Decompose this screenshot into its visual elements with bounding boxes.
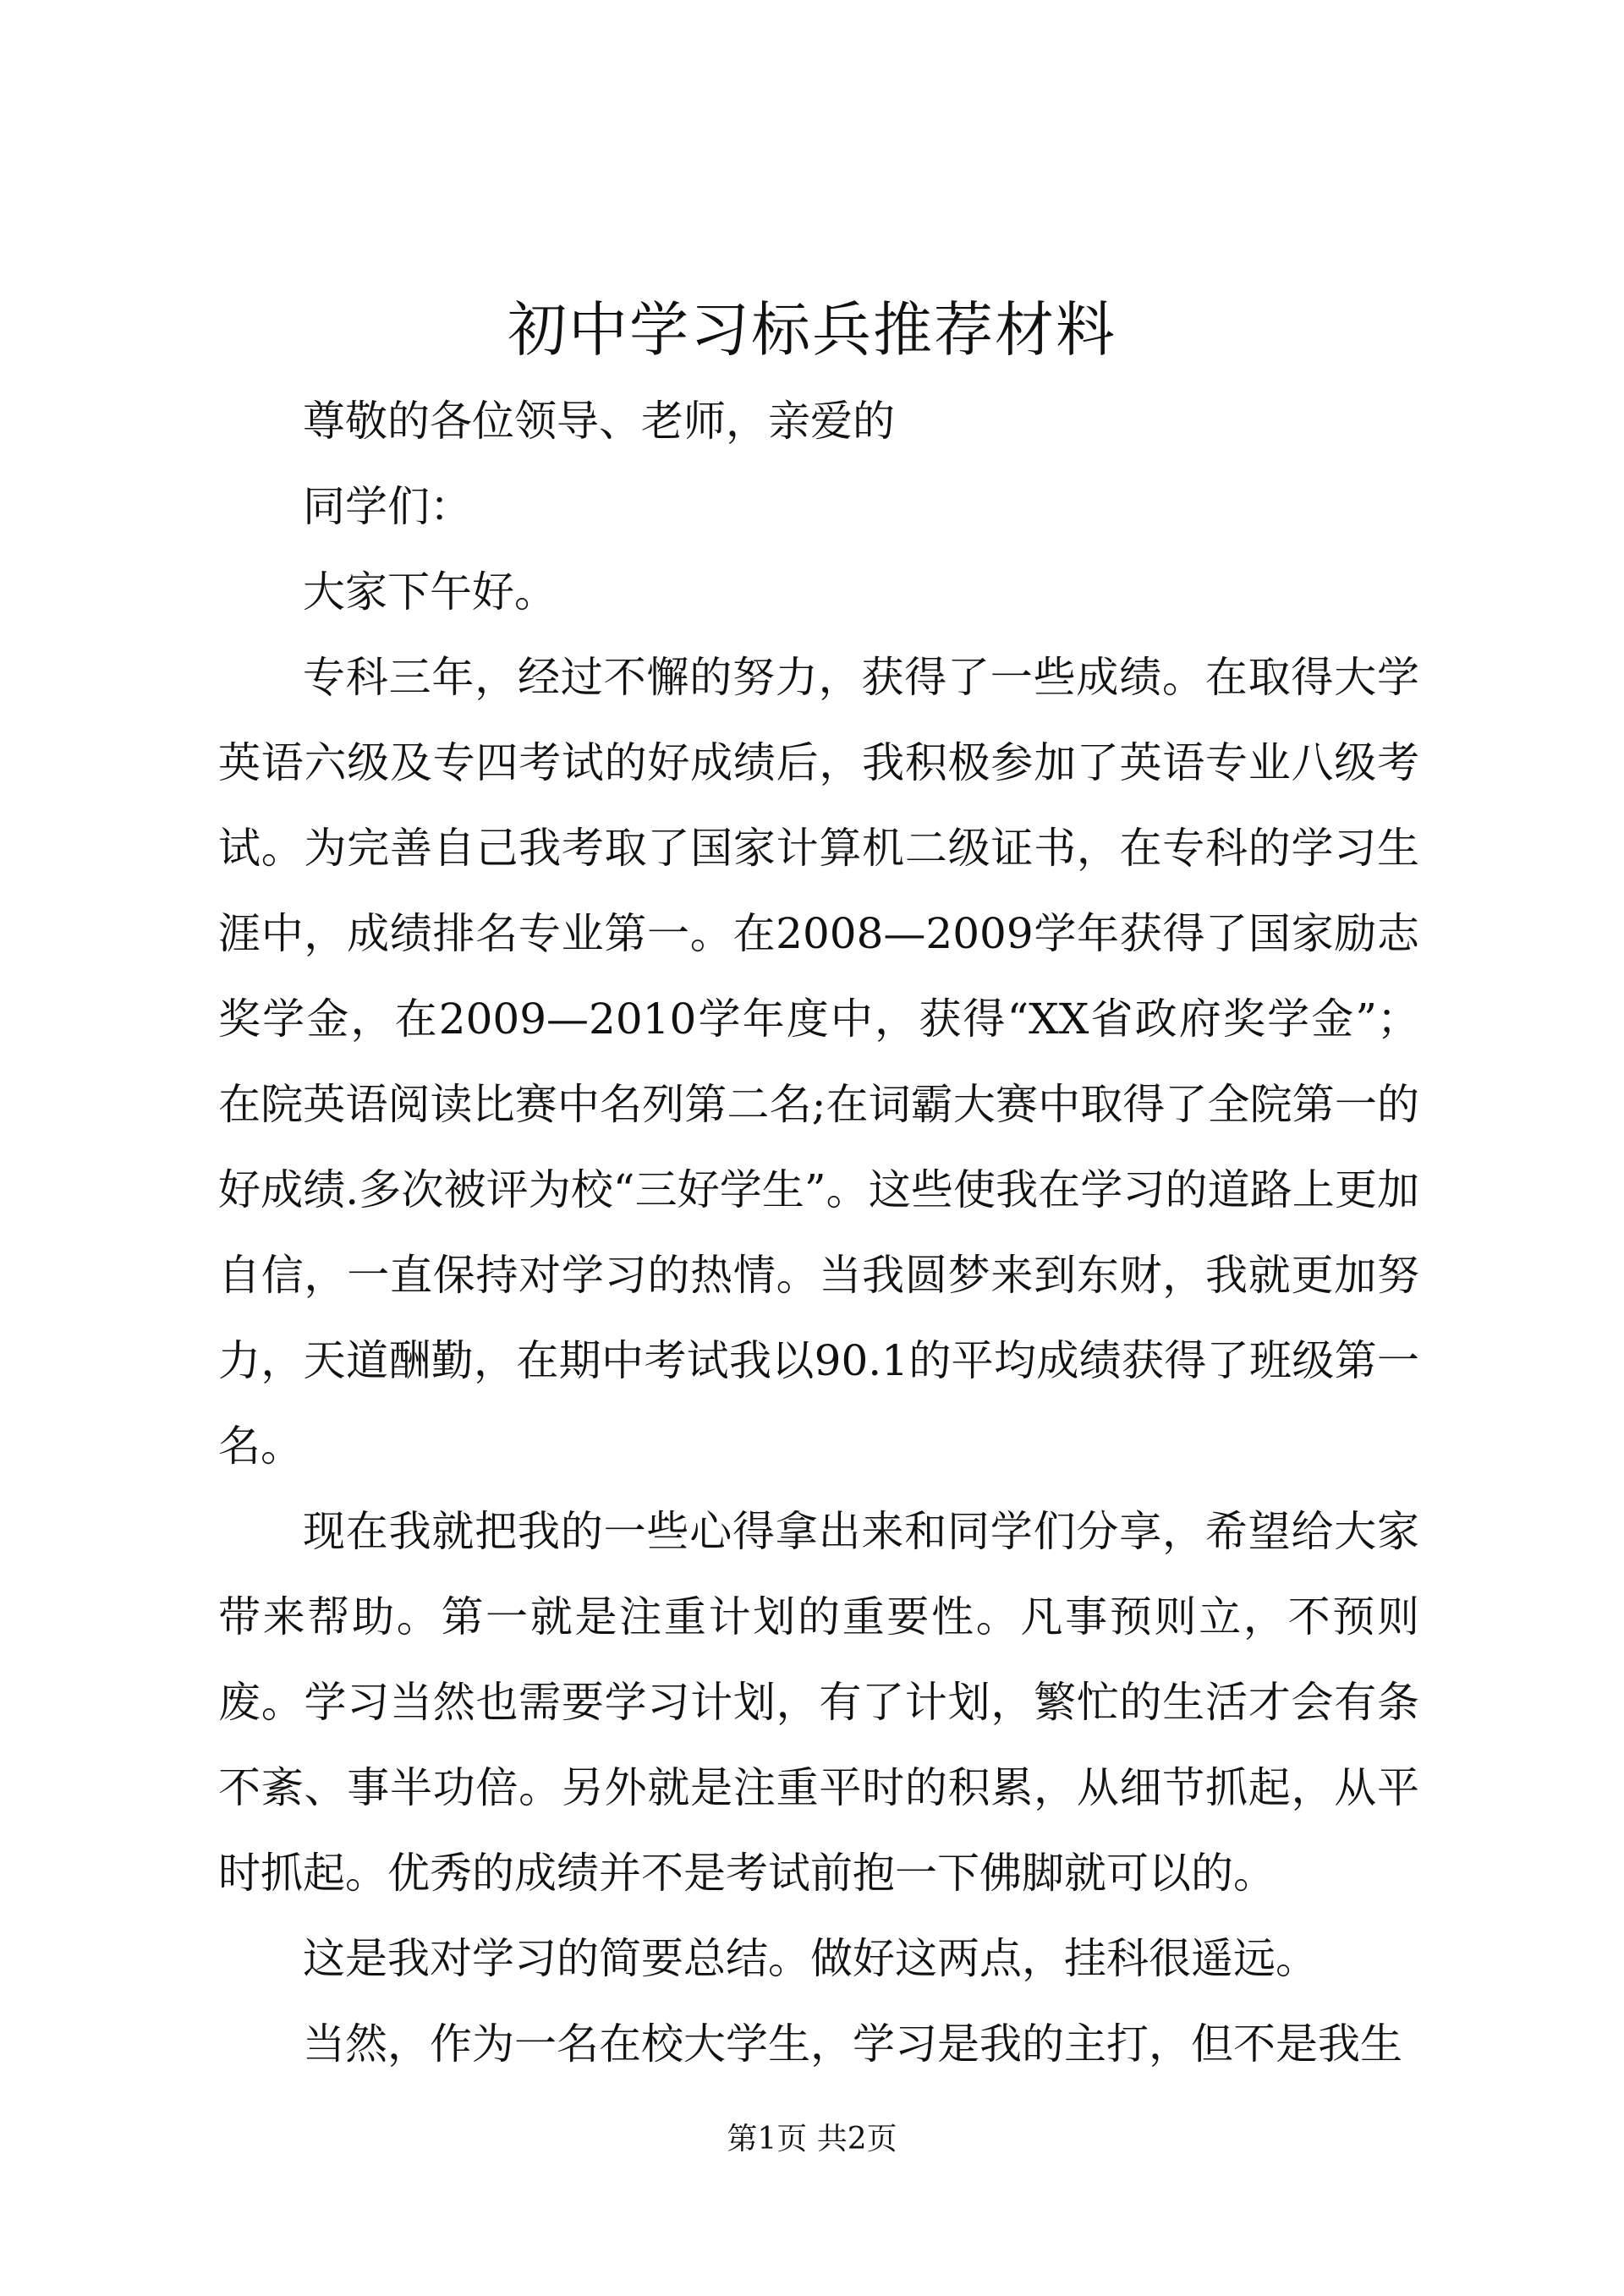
document-title: 初中学习标兵推荐材料: [508, 295, 1116, 364]
page-footer: 第1页 共2页: [727, 2122, 897, 2156]
paragraph-greeting-1: 尊敬的各位领导、老师，亲爱的: [303, 397, 895, 446]
paragraph-greeting-2: 同学们：: [303, 482, 472, 531]
document-body: [218, 379, 1419, 2087]
paragraph-greeting-3: 大家下午好。: [303, 567, 557, 616]
paragraph-continued: 当然，作为一名在校大学生，学习是我的主打，但不是我生: [303, 2019, 1402, 2069]
paragraph-summary: 这是我对学习的简要总结。做好这两点，挂科很遥远。: [303, 1934, 1318, 1983]
paragraph-experience: 现在我就把我的一些心得拿出来和同学们分享，希望给大家带来帮助。第一就是注重计划的重要性。凡事预则立，不预则废。学习当然也需要学习计划，有了计划，繁忙的生活才会有条不紊、事半功倍。另外就是注重平时的积累，从细节抓起，从平时抓起。优秀的成绩并不是考试前抱一下佛脚就可以的。: [218, 1507, 1419, 1898]
paragraph-achievements: 专科三年，经过不懈的努力，获得了一些成绩。在取得大学英语六级及专四考试的好成绩后，我积极参加了英语专业八级考试。为完善自己我考取了国家计算机二级证书，在专科的学习生涯中，成绩排名专业第一。在2008—2009学年获得了国家励志奖学金，在2009—2010学年度中，获得“XX省政府奖学金”；在院英语阅读比赛中名列第二名;在词霸大赛中取得了全院第一的好成绩.多次被评为校“三好学生”。这些使我在学习的道路上更加自信，一直保持对学习的热情。当我圆梦来到东财，我就更加努力，天道酬勤，在期中考试我以90.1的平均成绩获得了班级第一名。: [218, 653, 1419, 1471]
